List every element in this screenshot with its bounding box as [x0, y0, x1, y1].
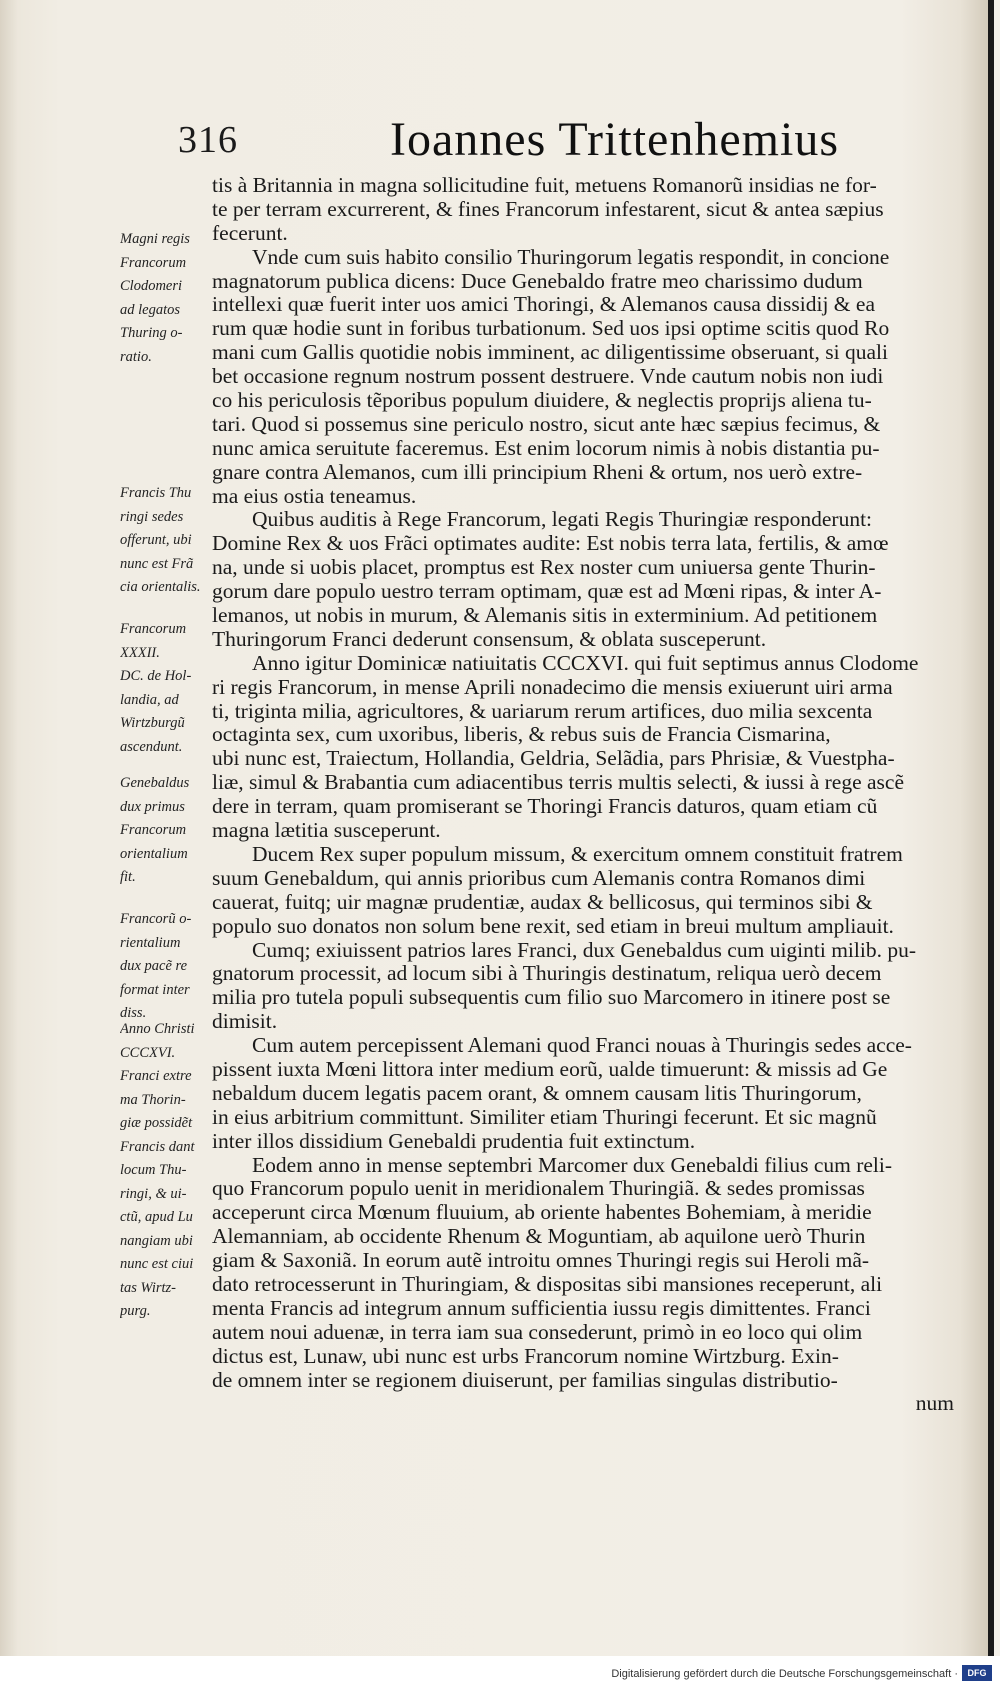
text-line: Domine Rex & uos Frãci optimates audite: Est nobis terra lata, fertilis, & amœ	[212, 532, 889, 556]
marginal-note-line: diss.	[120, 1005, 147, 1021]
text-line: na, unde si uobis placet, promptus est Rex noster cum uniuersa gente Thurin-	[212, 556, 876, 580]
text-line: bet occasione regnum nostrum possent destruere. Vnde cautum nobis non iudi	[212, 365, 884, 389]
text-line: Ducem Rex super populum missum, & exercitum omnem constituit fratrem	[252, 842, 903, 866]
marginal-note-line: landia, ad	[120, 691, 179, 708]
text-line: inter illos dissidium Genebaldi prudentia fuit extinctum.	[212, 1129, 696, 1153]
marginal-note-line: locum Thu-	[120, 1162, 187, 1178]
marginal-note-line: dux primus	[120, 798, 185, 815]
text-line: gorum dare populo uestro terram optimam, quæ est ad Mœni ripas, & inter A-	[212, 580, 882, 604]
text-line: Thuringorum Franci dederunt consensum, & oblata susceperunt.	[212, 627, 767, 651]
page-gutter	[988, 0, 994, 1656]
text-line: gnare contra Alemanos, cum illi principium Rheni & ortum, nos uerò extre-	[212, 460, 863, 484]
marginal-note	[120, 1018, 220, 1324]
catchword: num	[915, 1392, 954, 1416]
marginal-note-line: offerunt, ubi	[120, 532, 192, 548]
text-line: giam & Saxoniã. In eorum autẽ introitu omnes Thuringi regis sui Heroli mã-	[212, 1249, 870, 1273]
text-line: liæ, simul & Brabantia cum adiacentibus terris multis selecti, & iussi à rege ascẽ	[212, 771, 905, 795]
text-line: magna lætitia susceperunt.	[212, 819, 441, 843]
marginal-note-line: ascendunt.	[120, 738, 183, 755]
text-line: rum quæ hodie sunt in foribus turbationum. Sed uos ipsi optime scitis quod Ro	[212, 317, 890, 341]
marginal-note-line: Francorum	[120, 621, 187, 637]
text-line: lemanos, ut nobis in murum, & Alemanis sitis in exterminium. Ad petitionem	[212, 604, 878, 628]
marginal-note-line: Clodomeri	[120, 278, 183, 294]
text-line: acceperunt circa Mœnum fluuium, ab oriente habentes Bohemiam, à meridie	[212, 1201, 872, 1225]
marginal-note-line: nunc est ciui	[120, 1256, 194, 1272]
marginal-note-line: ratio.	[120, 348, 152, 365]
text-line: nunc amica seruitute faceremus. Est enim locorum nimis à nobis distantia pu-	[212, 436, 880, 460]
marginal-note	[120, 618, 220, 759]
text-line: quo Francorum populo uenit in meridionalem Thuringiã. & sedes promissas	[212, 1177, 865, 1201]
text-line: suum Genebaldum, qui annis prioribus cum Alemanis contra Romanos dimi	[212, 866, 866, 890]
text-line: de omnem inter se regionem diuiserunt, per familias singulas distributio-	[212, 1368, 838, 1392]
text-line: dato retrocesserunt in Thuringiam, & dispositas sibi mansiones receperunt, ali	[212, 1272, 883, 1296]
marginal-note-line: Francis dant	[120, 1138, 195, 1155]
marginal-note-line: Magni regis	[120, 231, 190, 247]
text-line: dimisit.	[212, 1010, 278, 1034]
marginal-note-line: Francorum	[120, 822, 187, 838]
marginal-note-line: Wirtzburgũ	[120, 715, 185, 731]
text-line: Quibus auditis à Rege Francorum, legati Regis Thuringiæ responderunt:	[252, 508, 873, 532]
marginal-note-line: Anno Christi	[120, 1021, 195, 1037]
marginal-note	[120, 228, 220, 369]
text-line: ma eius ostia teneamus.	[212, 484, 417, 508]
marginal-note-line: ringi, & ui-	[120, 1185, 187, 1202]
marginal-note-line: tas Wirtz-	[120, 1279, 176, 1296]
text-line: Cum autem percepissent Alemani quod Franci nouas à Thuringis sedes acce-	[252, 1034, 912, 1058]
marginal-note-line: Thuring o-	[120, 325, 183, 341]
text-line: autem noui aduenæ, in terra iam sua consederunt, primò in eo loco qui olim	[212, 1320, 863, 1344]
marginal-note	[120, 908, 220, 1026]
marginal-note	[120, 772, 220, 890]
text-line: dere in terram, quam promiserant se Thoringi Francis daturos, quam etiam cũ	[212, 795, 878, 819]
text-line: tari. Quod si possemus sine periculo nostro, sicut ante hæc sæpius fecimus, &	[212, 412, 881, 436]
marginal-note-line: orientalium	[120, 845, 188, 862]
text-line: gnatorum processit, ad locum sibi à Thuringis destinatum, reliqua uerò decem	[212, 962, 882, 986]
marginal-note-line: ringi sedes	[120, 508, 184, 525]
text-line: ubi nunc est, Traiectum, Hollandia, Geldria, Selãdia, pars Phrisiæ, & Vuestpha-	[212, 747, 895, 771]
text-line: ti, triginta milia, agricultores, & uariarum rerum artifices, duo milia sexcenta	[212, 699, 873, 723]
marginal-note-line: nangiam ubi	[120, 1232, 193, 1249]
marginal-note-line: rientalium	[120, 934, 181, 951]
marginal-note-line: dux pacẽ re	[120, 958, 188, 974]
text-line: Vnde cum suis habito consilio Thuringorum legatis respondit, in concione	[252, 245, 890, 269]
marginal-note-line: CCCXVI.	[120, 1044, 176, 1061]
page-number: 316	[178, 119, 238, 161]
marginal-note-line: purg.	[120, 1303, 151, 1319]
text-line: milia pro tutela populi subsequentis cum filio suo Marcomero in itinere post se	[212, 986, 891, 1010]
text-line: octaginta sex, cum uxoribus, liberis, & rebus suis de Francia Cismarina,	[212, 723, 831, 747]
text-line: intellexi quæ fuerit inter uos amici Thoringi, & Alemanos causa dissidij & ea	[212, 293, 875, 317]
text-line: ri regis Francorum, in mense Aprili nonadecimo die mensis exiuerunt uiri arma	[212, 675, 893, 699]
marginal-note-line: Francis Thu	[120, 485, 192, 501]
marginal-note-line: XXXII.	[120, 644, 160, 661]
marginal-note-line: ad legatos	[120, 301, 181, 318]
marginal-note-line: ma Thorin-	[120, 1091, 186, 1108]
marginal-note-line: Francorũ o-	[120, 911, 192, 927]
text-line: pissent iuxta Mœni littora inter medium eorũ, ualde timuerunt: & missis ad Ge	[212, 1057, 888, 1081]
marginal-note	[120, 482, 220, 600]
text-line: Cumq; exiuissent patrios lares Franci, dux Genebaldus cum uiginti milib. pu-	[252, 938, 917, 962]
marginal-note-line: Francorum	[120, 254, 187, 271]
dfg-logo: DFG	[962, 1665, 992, 1681]
text-line: tis à Britannia in magna sollicitudine fuit, metuens Romanorũ insidias ne for-	[212, 174, 877, 197]
marginal-note-line: fit.	[120, 869, 136, 885]
text-line: menta Francis ad integrum annum sufficientia iussu regis dimittentes. Franci	[212, 1296, 871, 1320]
running-head: Ioannes Trittenhemius	[390, 113, 839, 166]
text-line: mani cum Gallis quotidie nobis imminent, ac diligentissime obseruant, si quali	[212, 341, 888, 365]
text-line: Alemanniam, ab occidente Rhenum & Moguntiam, ab aquilone uerò Thurin	[212, 1225, 866, 1249]
text-line: Anno igitur Dominicæ natiuitatis CCCXVI. qui fuit septimus annus Clodome	[252, 651, 919, 675]
marginal-note-line: format inter	[120, 981, 190, 998]
text-line: magnatorum publica dicens: Duce Genebaldo fratre meo charissimo dudum	[212, 269, 863, 293]
text-line: cauerat, fuitq; uir magnæ prudentiæ, audax & bellicosus, qui terminos sibi &	[212, 890, 873, 914]
text-line: nebaldum ducem legatis pacem orant, & omnem causam litis Thuringorum,	[212, 1081, 862, 1105]
text-line: Eodem anno in mense septembri Marcomer dux Genebaldi filius cum reli-	[252, 1153, 893, 1177]
text-line: co his periculosis tẽporibus populum diuidere, & neglectis proprijs aliena tu-	[212, 389, 872, 413]
body-text	[212, 174, 964, 1416]
text-line: fecerunt.	[212, 221, 288, 245]
marginal-note-line: ctũ, apud Lu	[120, 1209, 193, 1225]
marginal-note-line: Genebaldus	[120, 775, 190, 791]
text-line: populo suo donatos non solum bene rexit, sed etiam in breui multum ampliauit.	[212, 914, 894, 938]
footer-credit: Digitalisierung gefördert durch die Deutsche Forschungsgemeinschaft ·	[611, 1668, 958, 1680]
marginal-note-line: DC. de Hol-	[120, 668, 192, 684]
marginal-note-line: nunc est Frã	[120, 555, 194, 572]
marginal-note-line: Franci extre	[120, 1068, 192, 1084]
marginal-note-line: giæ possidẽt	[120, 1115, 193, 1131]
text-line: te per terram excurrerent, & fines Francorum infestarent, sicut & antea sæpius	[212, 197, 884, 221]
marginal-note-line: cia orientalis.	[120, 579, 201, 595]
text-line: dictus est, Lunaw, ubi nunc est urbs Francorum nomine Wirtzburg. Exin-	[212, 1344, 839, 1368]
text-line: in eius arbitrium committunt. Similiter etiam Thuringi fecerunt. Et sic magnũ	[212, 1105, 877, 1129]
